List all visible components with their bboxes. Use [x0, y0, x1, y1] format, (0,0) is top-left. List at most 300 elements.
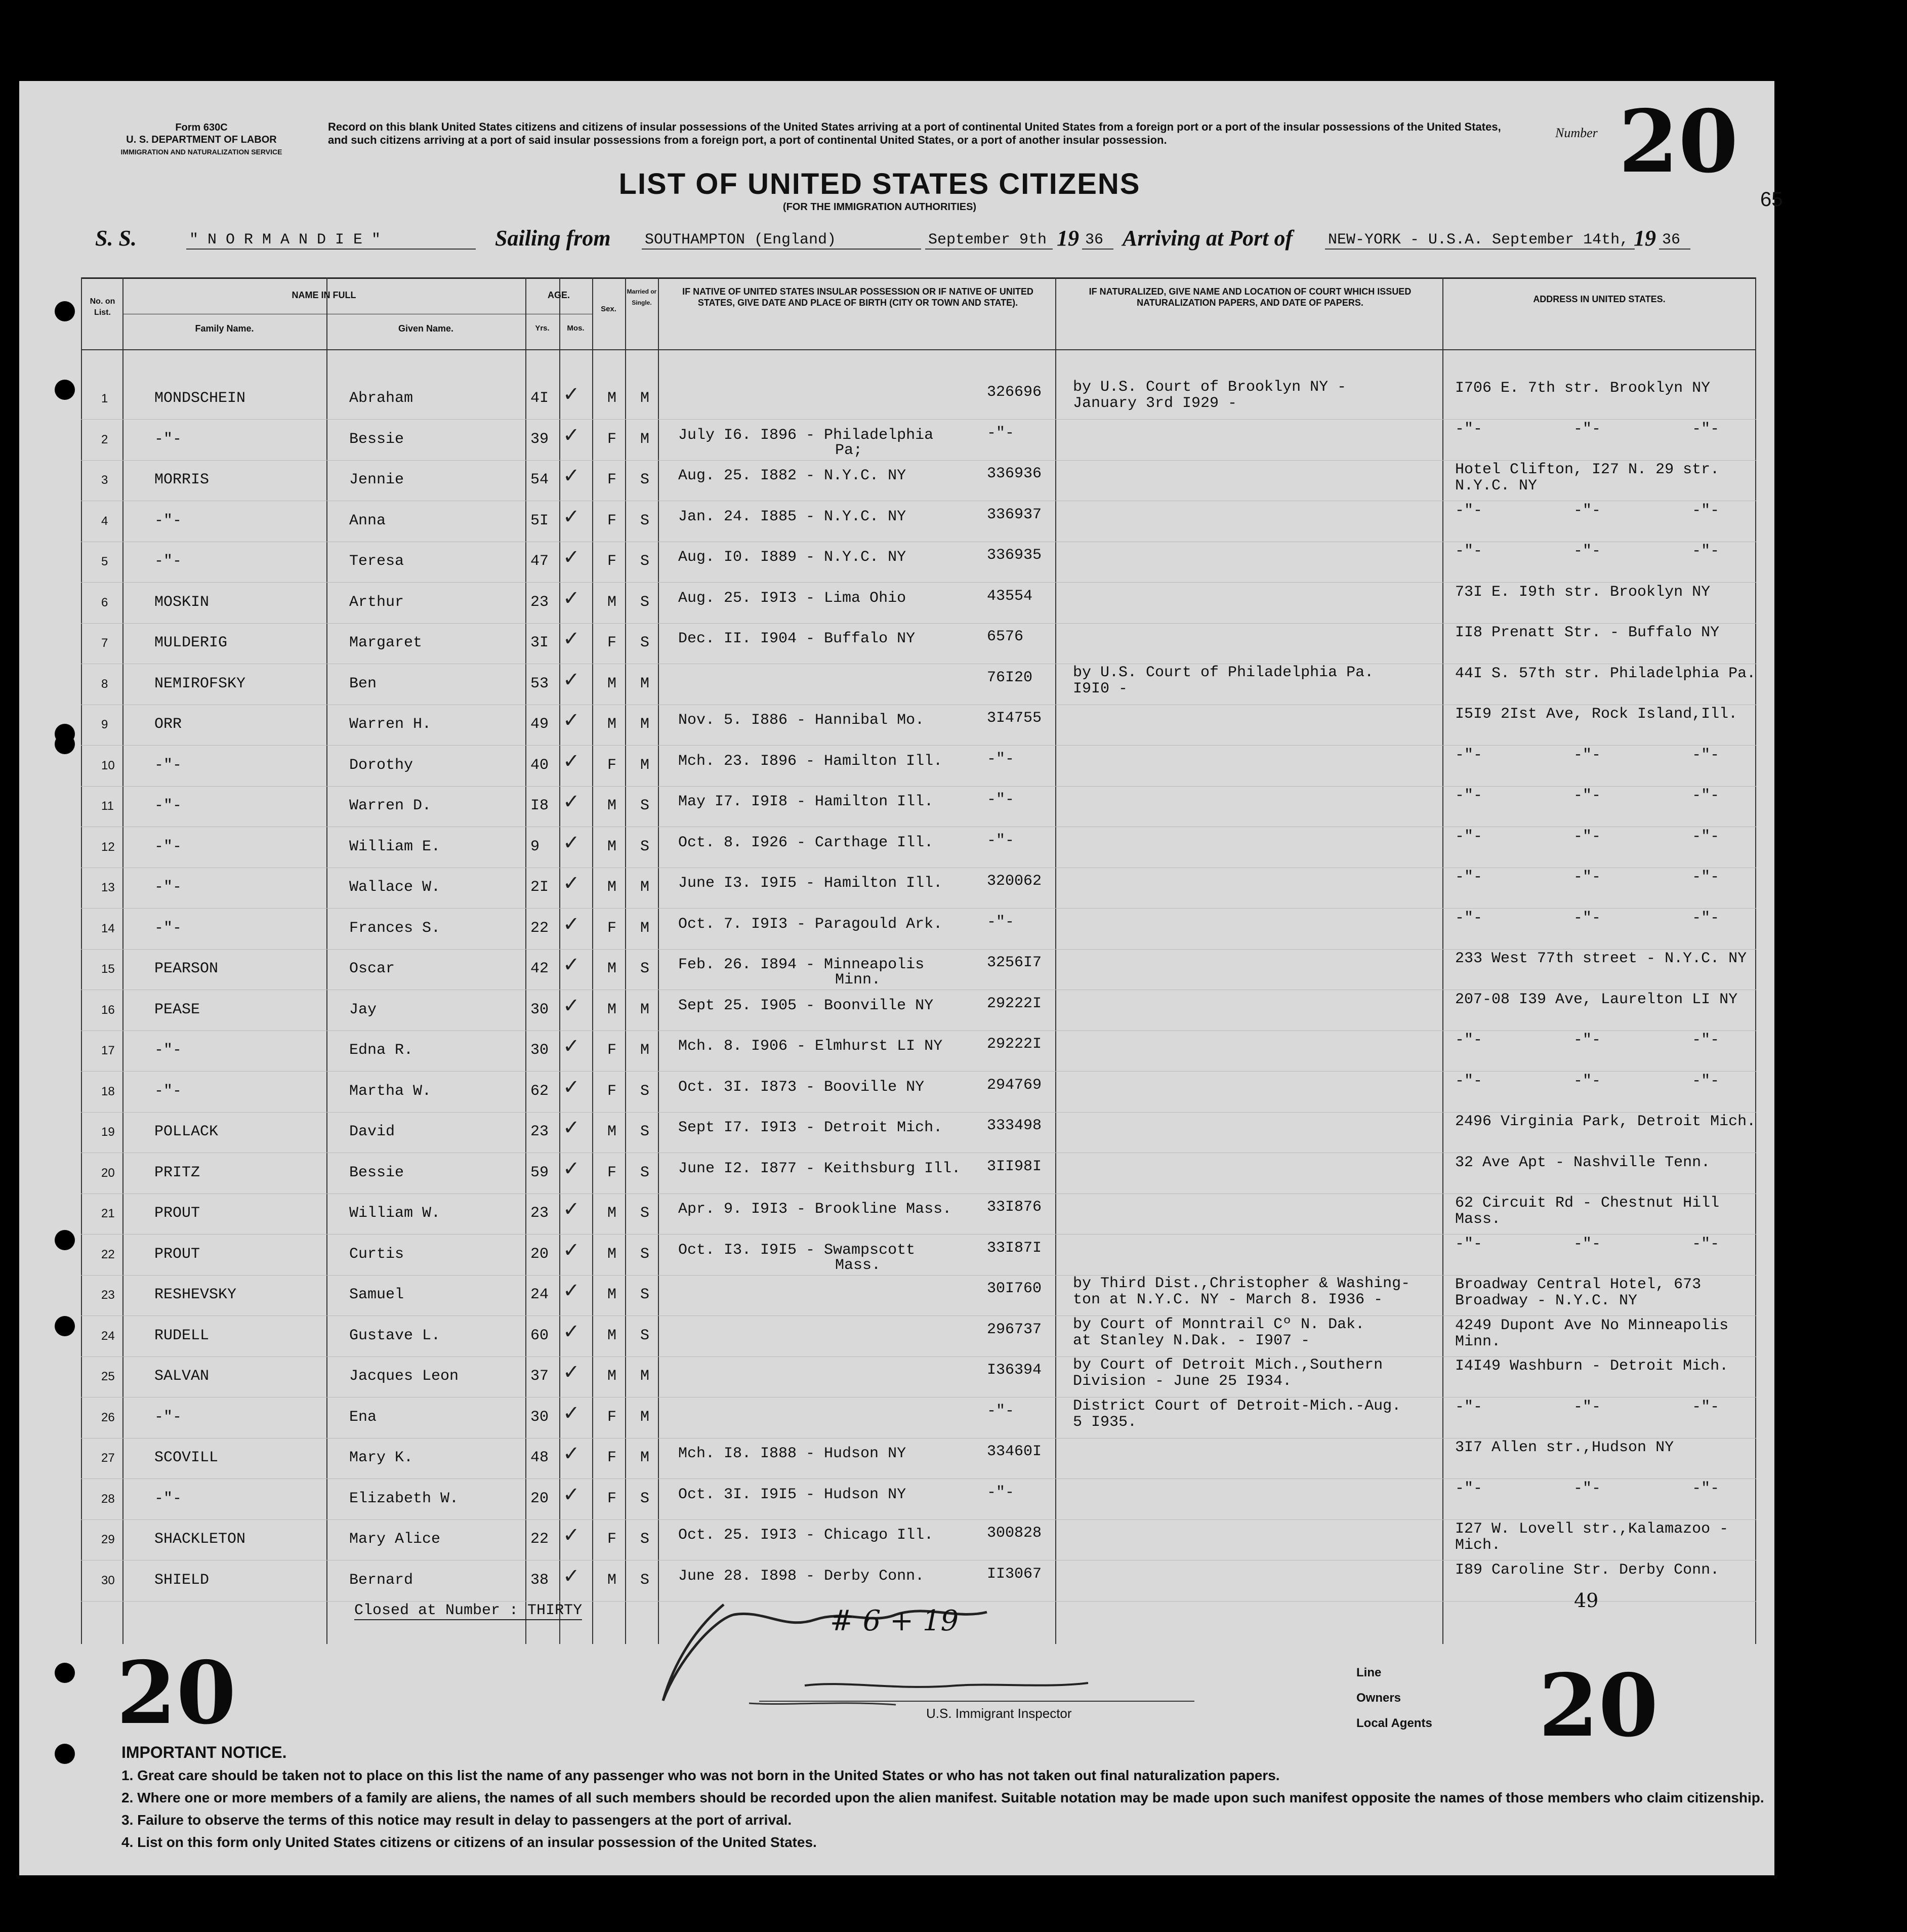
- marital-status: M: [640, 1408, 650, 1426]
- passport-number: 76I20: [987, 669, 1033, 686]
- given-name: Frances S.: [349, 919, 441, 937]
- address: -"- -"- -"-: [1455, 543, 1720, 560]
- list-number-top: 20: [1619, 91, 1738, 192]
- sex: M: [607, 1001, 617, 1018]
- arrival-year: 36: [1659, 231, 1690, 250]
- sex: M: [607, 675, 617, 692]
- given-name: Wallace W.: [349, 879, 441, 896]
- passport-number: 326696: [987, 384, 1042, 401]
- birth-info-cont: Minn.: [835, 971, 881, 989]
- birth-info: June 28. I898 - Derby Conn.: [678, 1567, 925, 1585]
- marital-status: M: [640, 919, 650, 937]
- address-cont: Minn.: [1455, 1333, 1501, 1350]
- notice-item: 3. Failure to observe the terms of this notice may result in delay to passengers at the port of arrival.: [121, 1812, 792, 1828]
- age-years: 54: [530, 471, 549, 488]
- birth-info: June I3. I9I5 - Hamilton Ill.: [678, 875, 943, 892]
- checkmark-icon: ✓: [563, 1442, 580, 1465]
- passport-number: -"-: [987, 832, 1015, 849]
- sex: F: [607, 1490, 617, 1507]
- header-age: AGE.: [547, 290, 570, 300]
- age-years: 4I: [530, 390, 549, 407]
- checkmark-icon: ✓: [563, 790, 580, 813]
- family-name: -"-: [154, 1082, 182, 1100]
- row-number: 12: [101, 840, 115, 854]
- family-name: PEARSON: [154, 960, 219, 977]
- row-rule: [81, 419, 1756, 420]
- arrival-year-prefix: 19: [1634, 226, 1656, 251]
- row-number: 6: [101, 595, 108, 609]
- checkmark-icon: ✓: [563, 586, 580, 610]
- row-number: 1: [101, 392, 108, 405]
- header-given-name: Given Name.: [398, 323, 454, 334]
- form-identifier: [95, 121, 308, 158]
- given-name: Bessie: [349, 1164, 404, 1181]
- passport-number: 33I87I: [987, 1239, 1042, 1257]
- age-years: 24: [530, 1286, 549, 1303]
- naturalization-cont: January 3rd I929 -: [1073, 395, 1237, 412]
- sex: M: [607, 593, 617, 611]
- address: II8 Prenatt Str. - Buffalo NY: [1455, 624, 1720, 641]
- owners-label: Owners: [1356, 1691, 1401, 1705]
- marital-status: S: [640, 634, 650, 651]
- family-name: MULDERIG: [154, 634, 228, 651]
- checkmark-icon: ✓: [563, 1116, 580, 1139]
- given-name: Samuel: [349, 1286, 404, 1303]
- checkmark-icon: ✓: [563, 872, 580, 895]
- passport-number: I36394: [987, 1362, 1042, 1379]
- address: -"- -"- -"-: [1455, 502, 1720, 519]
- row-number: 26: [101, 1410, 115, 1424]
- family-name: SALVAN: [154, 1368, 210, 1385]
- row-number: 23: [101, 1288, 115, 1302]
- address: -"- -"- -"-: [1455, 420, 1720, 438]
- given-name: David: [349, 1123, 395, 1140]
- checkmark-icon: ✓: [563, 464, 580, 487]
- naturalization-cont: I9I0 -: [1073, 680, 1128, 697]
- passport-number: 336937: [987, 506, 1042, 523]
- checkmark-icon: ✓: [563, 1238, 580, 1262]
- number-label: Number: [1555, 126, 1598, 140]
- age-years: 23: [530, 1205, 549, 1222]
- row-number: 7: [101, 636, 108, 650]
- row-rule: [81, 1112, 1756, 1113]
- given-name: Teresa: [349, 553, 404, 570]
- marital-status: M: [640, 430, 650, 448]
- signature-line: [759, 1701, 1194, 1702]
- sex: M: [607, 1327, 617, 1344]
- address: 4249 Dupont Ave No Minneapolis: [1455, 1317, 1729, 1334]
- sailing-port: SOUTHAMPTON (England): [642, 231, 921, 250]
- checkmark-icon: ✓: [563, 1035, 580, 1058]
- checkmark-icon: ✓: [563, 1279, 580, 1302]
- sex: M: [607, 716, 617, 733]
- birth-info: July I6. I896 - Philadelphia: [678, 426, 934, 444]
- row-number: 19: [101, 1125, 115, 1139]
- family-name: MONDSCHEIN: [154, 390, 246, 407]
- family-name: -"-: [154, 879, 182, 896]
- department: U. S. DEPARTMENT OF LABOR: [126, 134, 277, 145]
- birth-info: Mch. I8. I888 - Hudson NY: [678, 1445, 906, 1462]
- birth-info: May I7. I9I8 - Hamilton Ill.: [678, 793, 934, 810]
- age-years: I8: [530, 797, 549, 814]
- closed-at-number: Closed at Number : THIRTY: [354, 1602, 583, 1619]
- row-number: 28: [101, 1492, 115, 1506]
- family-name: PROUT: [154, 1245, 200, 1263]
- birth-info: Dec. II. I904 - Buffalo NY: [678, 630, 916, 647]
- marital-status: S: [640, 960, 650, 977]
- given-name: Oscar: [349, 960, 395, 977]
- row-rule: [81, 745, 1756, 746]
- header-address: ADDRESS IN UNITED STATES.: [1533, 294, 1666, 304]
- age-years: 30: [530, 1001, 549, 1018]
- marital-status: S: [640, 1164, 650, 1181]
- sex: F: [607, 1164, 617, 1181]
- address: 233 West 77th street - N.Y.C. NY: [1455, 950, 1747, 967]
- family-name: PROUT: [154, 1205, 200, 1222]
- row-rule: [81, 1356, 1756, 1357]
- address: -"- -"- -"-: [1455, 1072, 1720, 1090]
- row-number: 9: [101, 718, 108, 731]
- document-title: LIST OF UNITED STATES CITIZENS: [618, 168, 1141, 200]
- given-name: Bessie: [349, 430, 404, 448]
- age-years: 23: [530, 593, 549, 611]
- age-years: 60: [530, 1327, 549, 1344]
- passport-number: 300828: [987, 1525, 1042, 1542]
- sex: M: [607, 390, 617, 407]
- checkmark-icon: ✓: [563, 709, 580, 732]
- given-name: Bernard: [349, 1571, 413, 1589]
- sex: F: [607, 430, 617, 448]
- sex: F: [607, 919, 617, 937]
- naturalization-cont: Division - June 25 I934.: [1073, 1373, 1292, 1390]
- age-years: 47: [530, 553, 549, 570]
- birth-info: Apr. 9. I9I3 - Brookline Mass.: [678, 1201, 952, 1218]
- service: IMMIGRATION AND NATURALIZATION SERVICE: [120, 148, 282, 156]
- age-years: 39: [530, 430, 549, 448]
- marital-status: S: [640, 553, 650, 570]
- age-years: 59: [530, 1164, 549, 1181]
- carrier-fields: [1356, 1660, 1432, 1736]
- row-number: 24: [101, 1329, 115, 1343]
- birth-info-cont: Pa;: [835, 441, 863, 459]
- passport-number: -"-: [987, 791, 1015, 808]
- punch-hole: [55, 734, 75, 754]
- naturalization: by Court of Detroit Mich.,Southern: [1073, 1356, 1383, 1374]
- checkmark-icon: ✓: [563, 423, 580, 447]
- given-name: Jacques Leon: [349, 1368, 459, 1385]
- ship-name: " N O R M A N D I E ": [186, 231, 476, 250]
- age-years: 42: [530, 960, 549, 977]
- sex: F: [607, 756, 617, 774]
- arriving-label: Arriving at Port of: [1123, 226, 1293, 251]
- family-name: -"-: [154, 1042, 182, 1059]
- checkmark-icon: ✓: [563, 1198, 580, 1221]
- passport-number: -"-: [987, 913, 1015, 931]
- family-name: SHIELD: [154, 1571, 210, 1589]
- given-name: Dorothy: [349, 756, 413, 774]
- marital-status: S: [640, 471, 650, 488]
- given-name: Gustave L.: [349, 1327, 441, 1344]
- marital-status: S: [640, 1571, 650, 1589]
- naturalization: by Third Dist.,Christopher & Washing-: [1073, 1275, 1411, 1292]
- row-rule: [81, 949, 1756, 950]
- sex: F: [607, 634, 617, 651]
- sex: F: [607, 553, 617, 570]
- punch-hole: [55, 301, 75, 321]
- naturalization-cont: 5 I935.: [1073, 1413, 1137, 1431]
- age-years: 3I: [530, 634, 549, 651]
- marital-status: S: [640, 1531, 650, 1548]
- header-naturalized: IF NATURALIZED, GIVE NAME AND LOCATION OF COURT WHICH ISSUED NATURALIZATION PAPERS, AND DATE OF PAPERS.: [1089, 286, 1412, 308]
- address-cont: Mich.: [1455, 1537, 1501, 1554]
- punch-hole: [55, 1316, 75, 1336]
- passport-number: -"-: [987, 750, 1015, 768]
- address: -"- -"- -"-: [1455, 746, 1720, 764]
- sex: M: [607, 1368, 617, 1385]
- given-name: Arthur: [349, 593, 404, 611]
- address: Hotel Clifton, I27 N. 29 str.: [1455, 461, 1720, 478]
- passport-number: 320062: [987, 873, 1042, 890]
- header-yrs: Yrs.: [535, 324, 550, 333]
- sex: M: [607, 1205, 617, 1222]
- sex: M: [607, 838, 617, 855]
- row-number: 29: [101, 1533, 115, 1546]
- age-years: 37: [530, 1368, 549, 1385]
- birth-info-cont: Mass.: [835, 1256, 881, 1274]
- age-years: 22: [530, 1531, 549, 1548]
- family-name: SCOVILL: [154, 1449, 219, 1466]
- marital-status: M: [640, 756, 650, 774]
- row-number: 14: [101, 921, 115, 935]
- row-rule: [81, 1234, 1756, 1235]
- address-cont: Mass.: [1455, 1211, 1501, 1228]
- given-name: Mary Alice: [349, 1531, 441, 1548]
- birth-info: Oct. I3. I9I5 - Swampscott: [678, 1241, 916, 1259]
- sex: M: [607, 1123, 617, 1140]
- marital-status: M: [640, 716, 650, 733]
- voyage-line: [95, 225, 1715, 256]
- age-years: 2I: [530, 879, 549, 896]
- checkmark-icon: ✓: [563, 668, 580, 691]
- birth-info: Oct. 7. I9I3 - Paragould Ark.: [678, 915, 943, 933]
- sex: F: [607, 1408, 617, 1426]
- sex: M: [607, 1245, 617, 1263]
- arrival-port: NEW-YORK - U.S.A. September 14th,: [1325, 231, 1635, 250]
- given-name: William E.: [349, 838, 441, 855]
- row-rule: [81, 623, 1756, 624]
- document-subtitle: (FOR THE IMMIGRATION AUTHORITIES): [782, 201, 977, 213]
- naturalization: by U.S. Court of Brooklyn NY -: [1073, 379, 1347, 396]
- sex: M: [607, 879, 617, 896]
- passport-number: 29222I: [987, 995, 1042, 1012]
- address: 3I7 Allen str.,Hudson NY: [1455, 1439, 1674, 1456]
- age-years: 30: [530, 1408, 549, 1426]
- header-no: No. on List.: [90, 297, 115, 317]
- address: I89 Caroline Str. Derby Conn.: [1455, 1561, 1720, 1579]
- age-years: 38: [530, 1571, 549, 1589]
- passport-number: 296737: [987, 1321, 1042, 1338]
- row-number: 10: [101, 758, 115, 772]
- punch-hole: [55, 380, 75, 400]
- header-name-in-full: NAME IN FULL: [292, 290, 356, 300]
- address: 73I E. I9th str. Brooklyn NY: [1455, 583, 1711, 601]
- notice-lead: IMPORTANT NOTICE.: [121, 1743, 287, 1761]
- family-name: PRITZ: [154, 1164, 200, 1181]
- checkmark-icon: ✓: [563, 831, 580, 854]
- address-cont: Broadway - N.Y.C. NY: [1455, 1292, 1638, 1309]
- row-rule: [81, 582, 1756, 583]
- address: -"- -"- -"-: [1455, 828, 1720, 845]
- sex: M: [607, 797, 617, 814]
- header-family-name: Family Name.: [195, 323, 254, 334]
- family-name: -"-: [154, 1408, 182, 1426]
- age-years: 48: [530, 1449, 549, 1466]
- row-number: 5: [101, 555, 108, 568]
- checkmark-icon: ✓: [563, 1075, 580, 1099]
- family-name: -"-: [154, 919, 182, 937]
- header-sex: Sex.: [601, 305, 616, 313]
- sex: F: [607, 1082, 617, 1100]
- checkmark-icon: ✓: [563, 505, 580, 528]
- passport-number: 333498: [987, 1117, 1042, 1134]
- inspector-signature: [633, 1584, 1291, 1716]
- handwritten-note: # 6 + 19: [830, 1605, 959, 1637]
- address: 2496 Virginia Park, Detroit Mich.: [1455, 1113, 1756, 1130]
- family-name: -"-: [154, 512, 182, 529]
- passport-number: -"-: [987, 424, 1015, 442]
- year-prefix: 19: [1057, 226, 1079, 251]
- given-name: Martha W.: [349, 1082, 432, 1100]
- birth-info: Mch. 23. I896 - Hamilton Ill.: [678, 752, 943, 770]
- row-number: 20: [101, 1166, 115, 1180]
- checkmark-icon: ✓: [563, 1483, 580, 1506]
- age-years: 23: [530, 1123, 549, 1140]
- birth-info: Sept I7. I9I3 - Detroit Mich.: [678, 1119, 943, 1136]
- checkmark-icon: ✓: [563, 1564, 580, 1588]
- sex: F: [607, 471, 617, 488]
- header-birth: IF NATIVE OF UNITED STATES INSULAR POSSESSION OR IF NATIVE OF UNITED STATES, GIVE DATE AND PLACE OF BIRTH (CITY OR TOWN AND STATE).: [682, 286, 1033, 308]
- marital-status: S: [640, 512, 650, 529]
- family-name: SHACKLETON: [154, 1531, 246, 1548]
- birth-info: Mch. 8. I906 - Elmhurst LI NY: [678, 1038, 943, 1055]
- row-number: 17: [101, 1044, 115, 1057]
- checkmark-icon: ✓: [563, 627, 580, 650]
- marital-status: S: [640, 593, 650, 611]
- row-rule: [81, 786, 1756, 787]
- marital-status: M: [640, 1449, 650, 1466]
- address: 62 Circuit Rd - Chestnut Hill: [1455, 1195, 1720, 1212]
- given-name: William W.: [349, 1205, 441, 1222]
- family-name: MOSKIN: [154, 593, 210, 611]
- marital-status: S: [640, 1327, 650, 1344]
- birth-info: June I2. I877 - Keithsburg Ill.: [678, 1160, 961, 1177]
- row-number: 8: [101, 677, 108, 691]
- given-name: Jay: [349, 1001, 377, 1018]
- given-name: Anna: [349, 512, 386, 529]
- important-notice: [121, 1741, 1792, 1854]
- passport-number: 294769: [987, 1076, 1042, 1094]
- record-instructions: Record on this blank United States citizens and citizens of insular possessions of the United States arriving at a port of continental United States from a foreign port or a port of the insular possessions of the United States, and such citizens arriving at a port of said insular possessions from a foreign port, a port of continental United States, or a port of another insular possession.: [328, 120, 1501, 146]
- checkmark-icon: ✓: [563, 749, 580, 773]
- address: Broadway Central Hotel, 673: [1455, 1276, 1702, 1293]
- sex: F: [607, 1531, 617, 1548]
- given-name: Jennie: [349, 471, 404, 488]
- given-name: Ena: [349, 1408, 377, 1426]
- list-number-bottom-right: 20: [1539, 1655, 1659, 1756]
- address: I4I49 Washburn - Detroit Mich.: [1455, 1358, 1729, 1375]
- birth-info: Aug. I0. I889 - N.Y.C. NY: [678, 549, 906, 566]
- family-name: -"-: [154, 430, 182, 448]
- address: -"- -"- -"-: [1455, 1235, 1720, 1253]
- birth-info: Sept 25. I905 - Boonville NY: [678, 997, 934, 1014]
- naturalization: by Court of Monntrail Cº N. Dak.: [1073, 1316, 1365, 1333]
- family-name: MORRIS: [154, 471, 210, 488]
- row-number: 4: [101, 514, 108, 528]
- row-rule: [81, 1071, 1756, 1072]
- birth-info: Nov. 5. I886 - Hannibal Mo.: [678, 712, 925, 729]
- notice-item: 4. List on this form only United States citizens or citizens of an insular possession of the United States.: [121, 1834, 817, 1850]
- sheet-number: 65: [1760, 188, 1783, 211]
- family-name: RESHEVSKY: [154, 1286, 237, 1303]
- form-number: Form 630C: [175, 122, 228, 133]
- checkmark-icon: ✓: [563, 383, 580, 406]
- row-rule: [81, 1519, 1756, 1520]
- passport-number: 43554: [987, 587, 1033, 605]
- passport-number: 336936: [987, 465, 1042, 482]
- address: -"- -"- -"-: [1455, 1479, 1720, 1497]
- marital-status: S: [640, 1205, 650, 1222]
- passport-number: 30I760: [987, 1280, 1042, 1297]
- checkmark-icon: ✓: [563, 1401, 580, 1425]
- sex: M: [607, 1286, 617, 1303]
- row-number: 21: [101, 1207, 115, 1220]
- address: -"- -"- -"-: [1455, 787, 1720, 804]
- age-years: 20: [530, 1245, 549, 1263]
- age-years: 30: [530, 1042, 549, 1059]
- row-rule: [81, 1478, 1756, 1479]
- row-number: 22: [101, 1247, 115, 1261]
- row-rule: [81, 1275, 1756, 1276]
- inspector-caption: U.S. Immigrant Inspector: [926, 1706, 1072, 1721]
- sex: F: [607, 1042, 617, 1059]
- naturalization-cont: at Stanley N.Dak. - I907 -: [1073, 1332, 1310, 1349]
- family-name: -"-: [154, 756, 182, 774]
- naturalization: by U.S. Court of Philadelphia Pa.: [1073, 664, 1374, 681]
- checkmark-icon: ✓: [563, 953, 580, 976]
- birth-info: Oct. 8. I926 - Carthage Ill.: [678, 834, 934, 851]
- given-name: Abraham: [349, 390, 413, 407]
- address: I706 E. 7th str. Brooklyn NY: [1455, 380, 1711, 397]
- given-name: Warren D.: [349, 797, 432, 814]
- given-name: Mary K.: [349, 1449, 413, 1466]
- row-number: 15: [101, 962, 115, 976]
- row-number: 2: [101, 432, 108, 446]
- age-years: 53: [530, 675, 549, 692]
- marital-status: S: [640, 1286, 650, 1303]
- given-name: Curtis: [349, 1245, 404, 1263]
- passport-number: 33I876: [987, 1199, 1042, 1216]
- address: -"- -"- -"-: [1455, 1398, 1720, 1416]
- ss-label: S. S.: [95, 226, 137, 251]
- age-years: 5I: [530, 512, 549, 529]
- naturalization: District Court of Detroit-Mich.-Aug.: [1073, 1397, 1401, 1415]
- checkmark-icon: ✓: [563, 546, 580, 569]
- marital-status: S: [640, 1123, 650, 1140]
- marital-status: S: [640, 1245, 650, 1263]
- row-rule: [81, 908, 1756, 909]
- sex: F: [607, 1449, 617, 1466]
- birth-info: Feb. 26. I894 - Minneapolis: [678, 956, 925, 973]
